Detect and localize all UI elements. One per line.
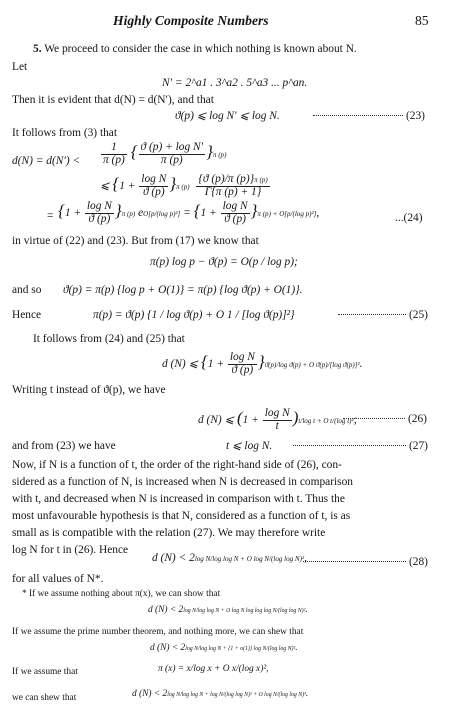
footnote-equation: d $(N) < 2^{log N/log log N + O log N log log log N/(log log N)^2}$.	[148, 605, 308, 615]
fraction: $\frac{\{ϑ (p)/\pi (p)\}^{\pi (p)}}{\Gamma\{\pi (p) + 1\}}$	[198, 173, 268, 198]
then-text: Then it is evident that d(N) = d(N′), and that	[12, 94, 214, 106]
equation-number-24: ...(24)	[395, 212, 423, 224]
footnote-line: If we assume the prime number theorem, and nothing more, we can shew that	[12, 627, 304, 637]
equation-and-so: ϑ(p) = π(p) {log p + O(1)} = π(p) {log ϑ(p) + O(1)}.	[63, 284, 303, 296]
equation-26-leader	[340, 414, 427, 425]
equation-23-leader	[310, 111, 425, 122]
and-so-word: and so	[12, 284, 42, 296]
equation-24-line-3: {1 + $\frac{\text{log N}}{ϑ (p)}$ }$^{\pi (p)}$ $e^{O[p/(log p)^2]} = \{1$ + $\frac{\text{log N}}{ϑ (p)}$ }$^{\pi (p) + O[p/(log p)^2]}$,	[58, 200, 320, 225]
paragraph-line: with t, and decreased when N is increased in comparison with t. Thus the	[12, 493, 345, 505]
dot-leader	[293, 445, 406, 446]
equation-number-25: (25)	[409, 309, 428, 321]
paragraph-line: log N for t in (26). Hence	[12, 544, 129, 556]
equation-28-leader	[300, 557, 428, 568]
section-intro	[33, 44, 357, 55]
footnote-if-assume: If we assume that	[12, 667, 78, 677]
equation-26-body: d (N) ⩽ (1 + $\frac{\text{log N}}{t}$ )$^{t/log t + O t/(log t)^2}$;	[198, 407, 358, 432]
footnote-we-can-shew: we can shew that	[12, 693, 77, 703]
equation-27-leader	[290, 441, 428, 452]
equation-23-body: ϑ(p) ⩽ log N′ ⩽ log N.	[175, 110, 280, 122]
follows-from-3: It follows from (3) that	[12, 127, 118, 139]
dot-leader	[303, 561, 406, 562]
equation-24-lhs: d(N) = d(N′) <	[12, 155, 81, 167]
equation-25-body: π(p) = ϑ(p) {1 / log ϑ(p) + O 1 / [log ϑ(p)]²}	[93, 309, 295, 321]
equation-28-body: d $(N) < 2^{log N/log log N + O log N/(log log N)^2}$,	[152, 552, 307, 564]
fraction: $\frac{\text{log N}}{ϑ (p)}$	[222, 200, 248, 225]
dot-leader	[343, 418, 405, 419]
equation-24-eq-sign: =	[47, 210, 54, 222]
footnote-equation: d $(N) < 2^{log N/log log N + log N/(log log N)^2 + O log N/(log log N)^3}$.	[132, 689, 309, 699]
page-number: 85	[415, 13, 429, 28]
running-head: Highly Composite Numbers	[113, 13, 269, 28]
fraction: $\frac{\text{log N}}{ϑ (p)}$	[86, 200, 112, 225]
equation-number-26: (26)	[408, 413, 427, 425]
equation-number-27: (27)	[409, 440, 428, 452]
paragraph-line: most unfavourable hypothesis is that N, considered as a function of t, is as	[12, 510, 351, 522]
equation-24-line-1: $\frac{1}{\pi (p)}$ { $\frac{\text{ϑ (p) + log N′}}{\pi (p)}$ }$^{\pi (p)}$	[103, 141, 227, 166]
equation-25-leader	[335, 310, 428, 321]
fraction: $\frac{1}{\pi (p)}$	[103, 141, 125, 166]
footnote-equation: d $(N) < 2^{log N/log log N + \{1 + o(1)\} log N/(log log N)^2}$.	[150, 643, 298, 653]
equation-pi-log: π(p) log p − ϑ(p) = O(p / log p);	[150, 256, 298, 268]
footnote-equation: π (x) = x/log x + O x/(log x)²,	[158, 664, 269, 674]
section-number: 5.	[33, 43, 42, 55]
section-intro-text: We proceed to consider the case in which nothing is known about N.	[44, 43, 357, 55]
dot-leader	[313, 115, 403, 116]
equation-n-prime: N′ = 2^a1 . 3^a2 . 5^a3 ... p^an.	[162, 77, 308, 89]
equation-27-body: t ⩽ log N.	[226, 440, 273, 452]
equation-number-23: (23)	[406, 110, 425, 122]
equation-24-line-2: ⩽ {1 + $\frac{\text{log N}}{ϑ (p)}$ }$^{\pi (p)}$ $\frac{\{ϑ (p)/\pi (p)\}^{\pi (p)}}{\Gamma\{\pi (p) + 1\}}$	[100, 173, 268, 198]
for-all-values: for all values of N*.	[12, 573, 104, 585]
fraction: $\frac{\text{log N}}{ϑ (p)}$	[229, 351, 255, 376]
virtue-text: in virtue of (22) and (23). But from (17) we know that	[12, 235, 259, 247]
and-from-23: and from (23) we have	[12, 440, 116, 452]
fraction: $\frac{\text{ϑ (p) + log N′}}{\pi (p)}$	[140, 141, 204, 166]
equation-number-28: (28)	[409, 556, 428, 568]
paragraph-line: small as is compatible with the relation (27). We may therefore write	[12, 527, 326, 539]
fraction: $\frac{\text{log N}}{ϑ (p)}$	[141, 173, 167, 198]
paragraph-line: sidered as a function of N, is increased when N is decreased in comparison	[12, 476, 353, 488]
follows-from-24-25: It follows from (24) and (25) that	[33, 333, 185, 345]
equation-dn-bound: d (N) ⩽ {1 + $\frac{\text{log N}}{ϑ (p)}$ }$^{ϑ(p)/log ϑ(p) + O ϑ(p)/[log ϑ(p)]^2}$.	[162, 351, 363, 376]
dot-leader	[338, 314, 406, 315]
fraction: $\frac{\text{log N}}{t}$	[264, 407, 290, 432]
footnote-line: * If we assume nothing about π(x), we can show that	[22, 589, 221, 599]
paragraph-line: Now, if N is a function of t, the order of the right-hand side of (26), con-	[12, 459, 342, 471]
writing-text: Writing t instead of ϑ(p), we have	[12, 384, 166, 396]
hence-word: Hence	[12, 309, 42, 321]
let-word: Let	[12, 61, 28, 73]
